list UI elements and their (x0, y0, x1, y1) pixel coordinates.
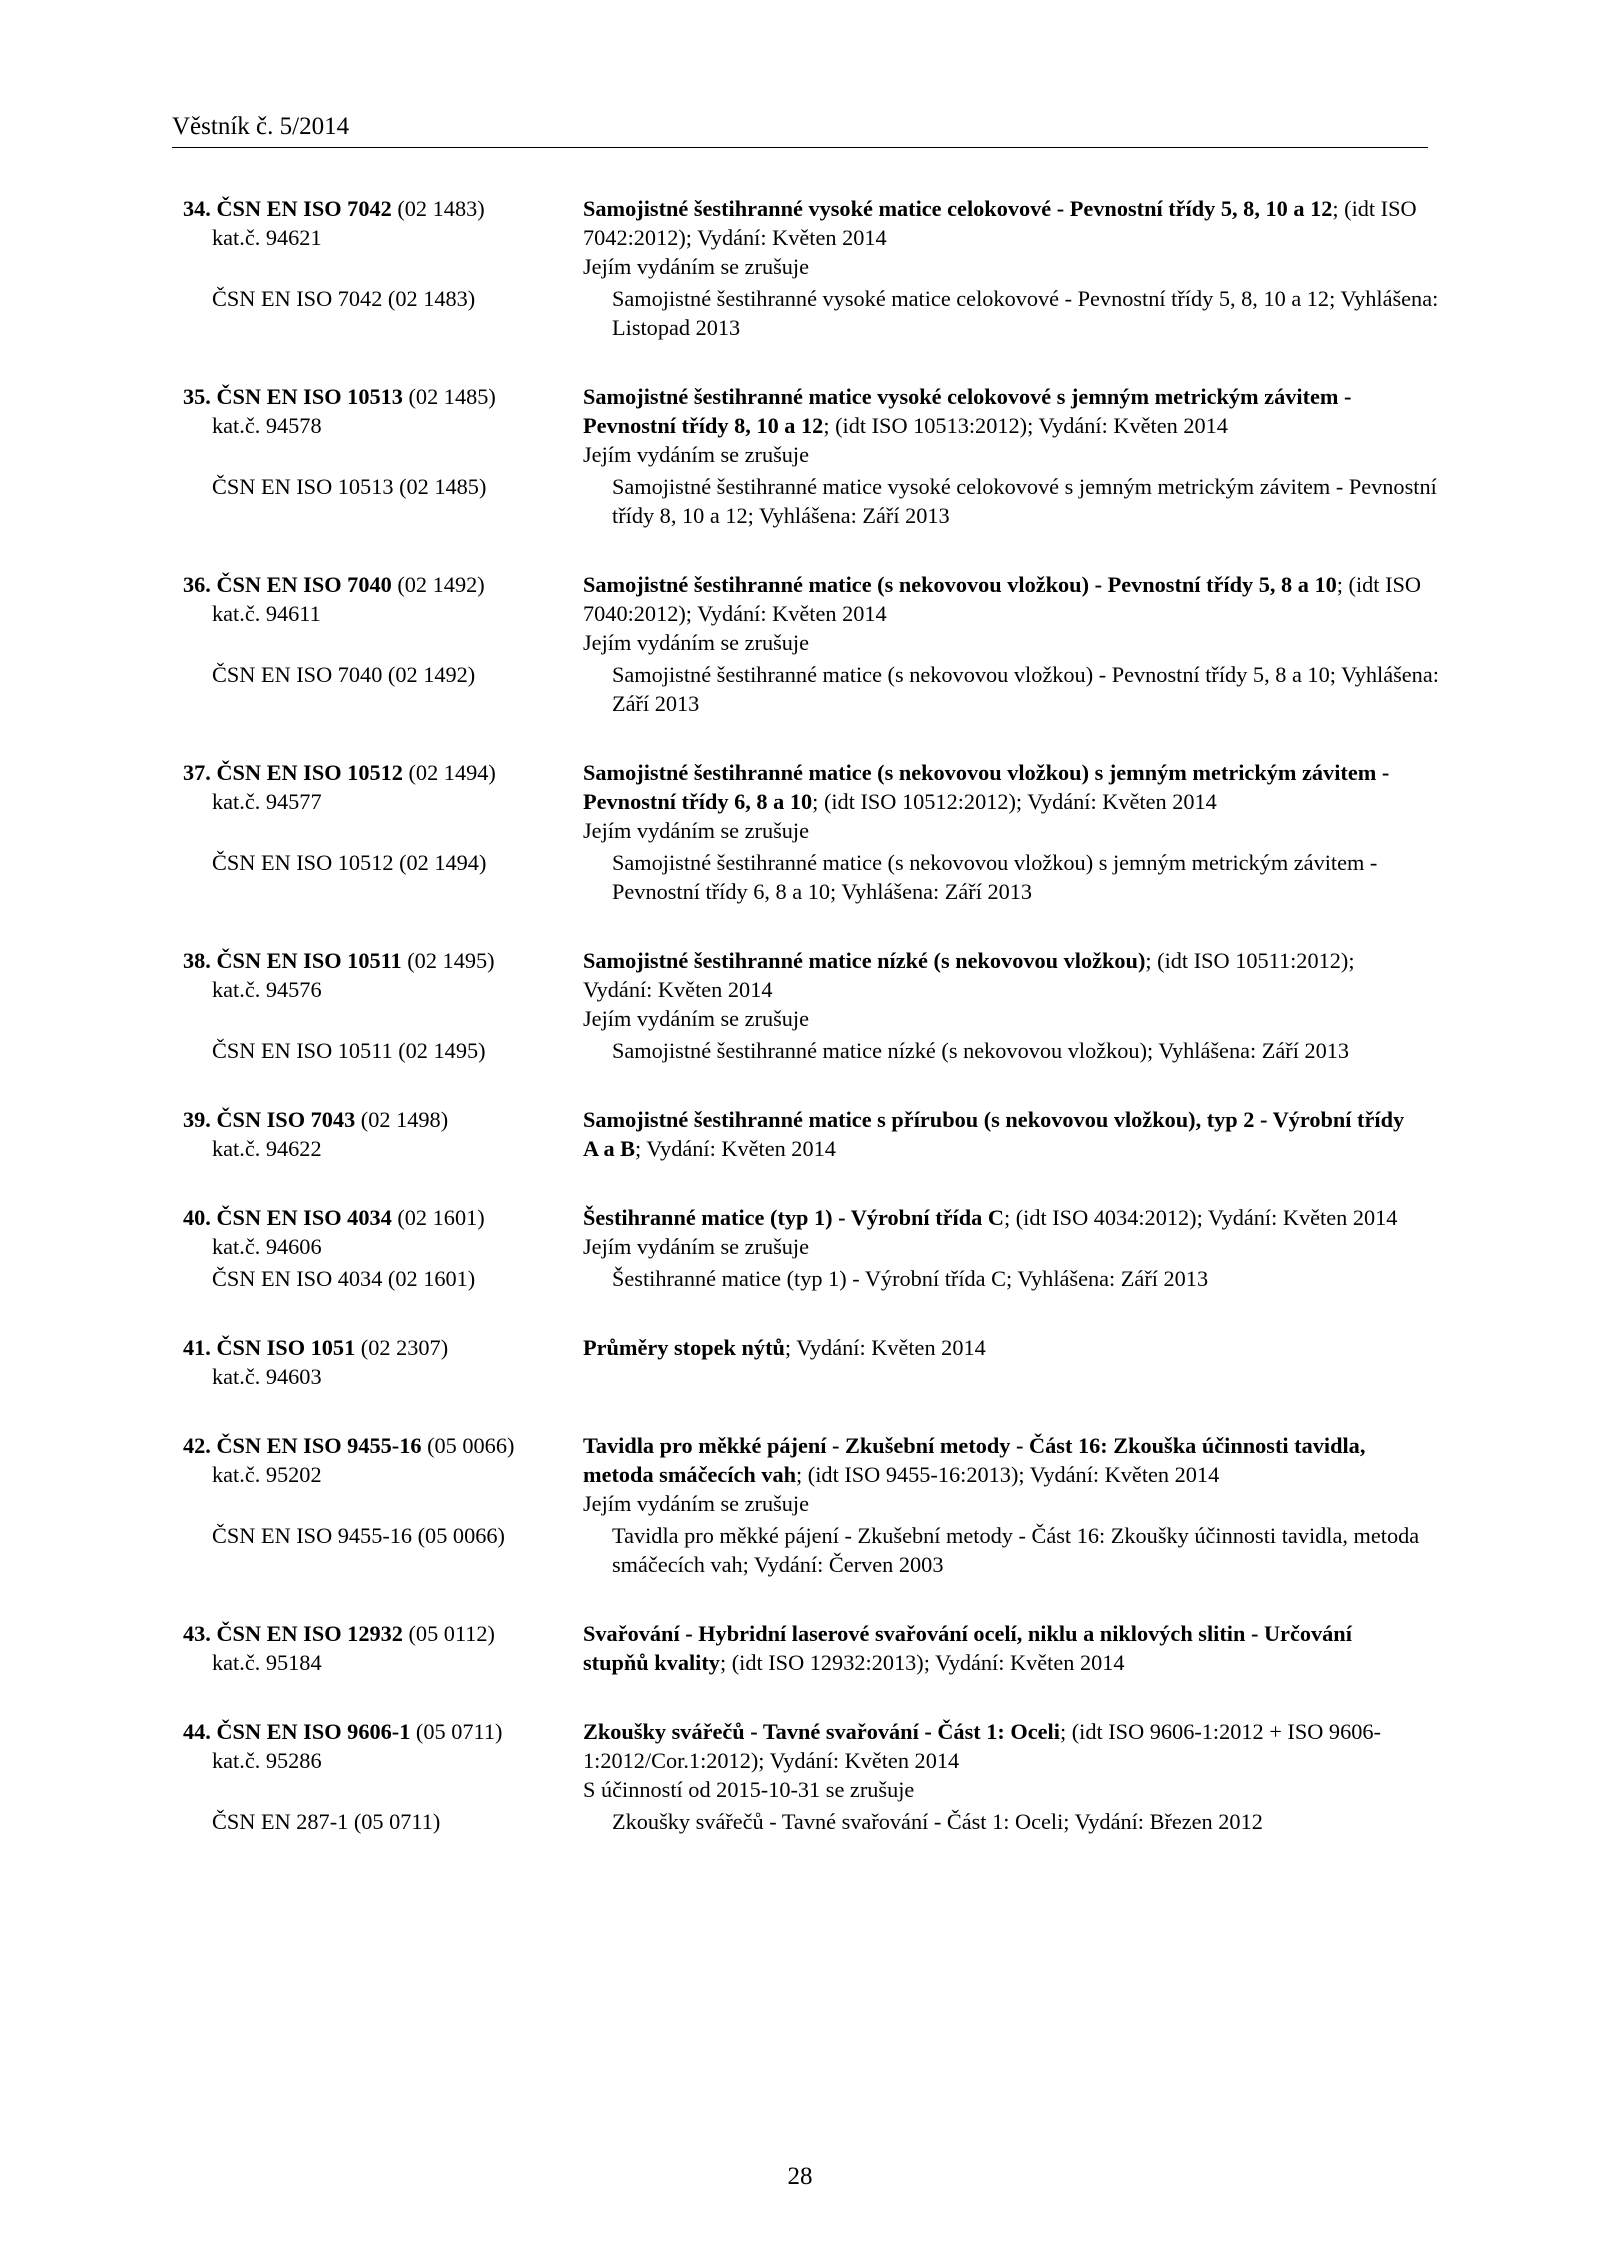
standard-identifier (183, 1105, 583, 1163)
catalog-number: kat.č. 94621 (212, 225, 322, 250)
standard-code: ČSN EN ISO 9606-1 (216, 1719, 411, 1744)
standard-title: Tavidla pro měkké pájení - Zkušební metody - Část 16: Zkouška účinnosti tavidla, metoda smáčecích vah (583, 1433, 1366, 1487)
replaced-standard-code: ČSN EN ISO 4034 (02 1601) (212, 1266, 476, 1291)
classification-code: (02 1601) (391, 1205, 485, 1230)
standard-title-line (583, 1333, 1423, 1362)
standard-description (583, 570, 1423, 657)
standard-title-line (583, 946, 1423, 1004)
standard-details: ; (idt ISO 4034:2012); Vydání: Květen 2014 (1003, 1205, 1398, 1230)
standard-entry (183, 758, 1433, 906)
standard-details: ; (idt ISO 9606-1:2012 + ISO 9606-1:2012/Cor.1:2012); Vydání: Květen 2014 (583, 1719, 1381, 1773)
replaced-standard-row (183, 284, 1439, 342)
replaced-standard-text: Zkoušky svářečů - Tavné svařování - Část 1: Oceli; Vydání: Březen 2012 (612, 1809, 1263, 1834)
standard-title-line (583, 758, 1423, 816)
standard-title: Samojistné šestihranné vysoké matice celokovové - Pevnostní třídy 5, 8, 10 a 12 (583, 196, 1333, 221)
standard-details: ; (idt ISO 9455-16:2013); Vydání: Květen 2014 (796, 1462, 1220, 1487)
standard-id-line (183, 1717, 583, 1746)
page-number: 28 (787, 2163, 813, 2190)
standard-code: ČSN EN ISO 4034 (216, 1205, 392, 1230)
withdrawal-note: Jejím vydáním se zrušuje (583, 442, 810, 467)
catalog-number: kat.č. 94576 (212, 977, 322, 1002)
classification-code: (02 1494) (402, 760, 496, 785)
standard-title: Svařování - Hybridní laserové svařování ocelí, niklu a niklových slitin - Určování stupňů kvality (583, 1621, 1352, 1675)
classification-code: (02 2307) (355, 1335, 449, 1360)
standard-entry (183, 382, 1437, 530)
entry-number: 35. (183, 384, 211, 409)
standard-title-line (583, 1619, 1423, 1677)
entry-number: 39. (183, 1107, 211, 1132)
standard-description (583, 1431, 1423, 1518)
replaced-standard-text: Samojistné šestihranné matice nízké (s nekovovou vložkou); Vyhlášena: Září 2013 (612, 1038, 1350, 1063)
standard-id-line (183, 1619, 583, 1648)
standard-description (583, 382, 1423, 469)
standard-id-line (183, 570, 583, 599)
standard-title-line (583, 1105, 1423, 1163)
withdrawal-note: Jejím vydáním se zrušuje (583, 254, 810, 279)
entry-number: 42. (183, 1433, 211, 1458)
standard-id-line (183, 1203, 583, 1232)
replaced-standard-row (183, 848, 1433, 906)
replaced-standard-text: Samojistné šestihranné matice vysoké celokovové s jemným metrickým závitem - Pevnostní třídy 8, 10 a 12; Vyhlášena: Září 2013 (612, 474, 1437, 528)
standard-identifier (183, 1203, 583, 1261)
replaced-standard-row (183, 472, 1437, 530)
standard-entry (183, 1431, 1433, 1579)
standard-id-line (183, 946, 583, 975)
standard-details: ; (idt ISO 10511:2012); Vydání: Květen 2014 (583, 948, 1355, 1002)
entry-number: 43. (183, 1621, 211, 1646)
classification-code: (02 1492) (391, 572, 485, 597)
standard-code: ČSN EN ISO 10511 (216, 948, 402, 973)
standard-title: Šestihranné matice (typ 1) - Výrobní třída C (583, 1205, 1004, 1230)
standard-identifier (183, 1619, 583, 1677)
standard-title: Samojistné šestihranné matice nízké (s nekovovou vložkou) (583, 948, 1146, 973)
catalog-number: kat.č. 95202 (212, 1462, 322, 1487)
replaced-standard-row (183, 660, 1439, 718)
catalog-number: kat.č. 94577 (212, 789, 322, 814)
replaced-standard-text: Tavidla pro měkké pájení - Zkušební metody - Část 16: Zkoušky účinnosti tavidla, metoda smáčecích vah; Vydání: Červen 2003 (612, 1523, 1420, 1577)
standard-id-line (183, 382, 583, 411)
page-header (172, 107, 1428, 148)
standard-row (183, 946, 1433, 1033)
standard-identifier (183, 1431, 583, 1518)
standards-list (183, 194, 1439, 1876)
standard-entry (183, 1717, 1433, 1836)
catalog-number: kat.č. 94603 (212, 1364, 322, 1389)
replaced-standard-code: ČSN EN ISO 10513 (02 1485) (212, 474, 487, 499)
replaced-standard-text: Šestihranné matice (typ 1) - Výrobní třída C; Vyhlášena: Září 2013 (612, 1266, 1209, 1291)
classification-code: (05 0112) (402, 1621, 495, 1646)
replaced-standard-code: ČSN EN ISO 9455-16 (05 0066) (212, 1523, 505, 1548)
standard-entry (183, 194, 1439, 342)
standard-row (183, 1717, 1433, 1804)
entry-number: 41. (183, 1335, 211, 1360)
classification-code: (02 1485) (402, 384, 496, 409)
standard-identifier (183, 570, 583, 657)
standard-row (183, 758, 1433, 845)
withdrawal-note: S účinností od 2015-10-31 se zrušuje (583, 1777, 915, 1802)
entry-number: 36. (183, 572, 211, 597)
standard-description (583, 946, 1423, 1033)
standard-title-line (583, 1203, 1423, 1232)
standard-row (183, 1619, 1433, 1677)
replaced-standard-text: Samojistné šestihranné matice (s nekovovou vložkou) - Pevnostní třídy 5, 8 a 10; Vyhlášena: Září 2013 (612, 662, 1439, 716)
catalog-number: kat.č. 94611 (212, 601, 321, 626)
catalog-number: kat.č. 94606 (212, 1234, 322, 1259)
standard-title: Zkoušky svářečů - Tavné svařování - Část 1: Oceli (583, 1719, 1060, 1744)
standard-identifier (183, 946, 583, 1033)
standard-description (583, 194, 1423, 281)
standard-row (183, 194, 1433, 281)
standard-details: ; (idt ISO 10512:2012); Vydání: Květen 2014 (812, 789, 1217, 814)
catalog-number: kat.č. 95286 (212, 1748, 322, 1773)
catalog-number: kat.č. 95184 (212, 1650, 322, 1675)
standard-code: ČSN EN ISO 7040 (216, 572, 392, 597)
replaced-standard-row (183, 1264, 1433, 1293)
classification-code: (02 1483) (391, 196, 485, 221)
withdrawal-note: Jejím vydáním se zrušuje (583, 1491, 810, 1516)
standard-title: Samojistné šestihranné matice vysoké celokovové s jemným metrickým závitem - Pevnostní třídy 8, 10 a 12 (583, 384, 1352, 438)
standard-description (583, 1717, 1423, 1804)
replaced-standard-row (183, 1807, 1433, 1836)
withdrawal-note: Jejím vydáním se zrušuje (583, 818, 810, 843)
standard-entry (183, 1619, 1433, 1677)
classification-code: (05 0066) (421, 1433, 515, 1458)
standard-description (583, 1333, 1423, 1391)
standard-title-line (583, 194, 1423, 252)
standard-entry (183, 1105, 1433, 1163)
classification-code: (02 1495) (401, 948, 495, 973)
catalog-number: kat.č. 94578 (212, 413, 322, 438)
standard-details: ; (idt ISO 7042:2012); Vydání: Květen 2014 (583, 196, 1417, 250)
classification-code: (02 1498) (355, 1107, 449, 1132)
standard-code: ČSN ISO 1051 (216, 1335, 356, 1360)
standard-title: Průměry stopek nýtů (583, 1335, 785, 1360)
standard-identifier (183, 1333, 583, 1391)
standard-id-line (183, 194, 583, 223)
withdrawal-note: Jejím vydáním se zrušuje (583, 630, 810, 655)
entry-number: 37. (183, 760, 211, 785)
standard-identifier (183, 758, 583, 845)
withdrawal-note: Jejím vydáním se zrušuje (583, 1234, 810, 1259)
replaced-standard-code: ČSN EN ISO 7040 (02 1492) (212, 662, 476, 687)
standard-identifier (183, 1717, 583, 1804)
standard-entry (183, 570, 1439, 718)
entry-number: 44. (183, 1719, 211, 1744)
standard-details: ; Vydání: Květen 2014 (635, 1136, 836, 1161)
entry-number: 40. (183, 1205, 211, 1230)
entry-number: 38. (183, 948, 211, 973)
standard-entry (183, 1333, 1433, 1391)
standard-entry (183, 946, 1433, 1065)
standard-id-line (183, 1333, 583, 1362)
standard-row (183, 1333, 1433, 1391)
standard-title: Samojistné šestihranné matice s přírubou (s nekovovou vložkou), typ 2 - Výrobní třídy A a B (583, 1107, 1405, 1161)
standard-code: ČSN EN ISO 10513 (216, 384, 403, 409)
standard-title: Samojistné šestihranné matice (s nekovovou vložkou) - Pevnostní třídy 5, 8 a 10 (583, 572, 1337, 597)
standard-title-line (583, 382, 1423, 440)
standard-details: ; (idt ISO 12932:2013); Vydání: Květen 2014 (719, 1650, 1125, 1675)
standard-details: ; (idt ISO 7040:2012); Vydání: Květen 2014 (583, 572, 1421, 626)
entry-number: 34. (183, 196, 211, 221)
standard-details: ; Vydání: Květen 2014 (784, 1335, 986, 1360)
standard-code: ČSN EN ISO 12932 (216, 1621, 403, 1646)
journal-title: Věstník č. 5/2014 (172, 113, 350, 140)
standard-title-line (583, 1431, 1423, 1489)
standard-id-line (183, 1431, 583, 1460)
replaced-standard-text: Samojistné šestihranné matice (s nekovovou vložkou) s jemným metrickým závitem - Pevnostní třídy 6, 8 a 10; Vyhlášena: Září 2013 (612, 850, 1378, 904)
replaced-standard-code: ČSN EN ISO 10512 (02 1494) (212, 850, 487, 875)
standard-identifier (183, 194, 583, 281)
standard-id-line (183, 758, 583, 787)
standard-code: ČSN EN ISO 7042 (216, 196, 392, 221)
standard-row (183, 382, 1433, 469)
classification-code: (05 0711) (410, 1719, 503, 1744)
standard-code: ČSN EN ISO 9455-16 (216, 1433, 422, 1458)
standard-entry (183, 1203, 1433, 1293)
replaced-standard-code: ČSN EN ISO 10511 (02 1495) (212, 1038, 486, 1063)
standard-row (183, 570, 1433, 657)
standard-description (583, 1105, 1423, 1163)
standard-id-line (183, 1105, 583, 1134)
standard-title: Samojistné šestihranné matice (s nekovovou vložkou) s jemným metrickým závitem - Pevnostní třídy 6, 8 a 10 (583, 760, 1390, 814)
standard-identifier (183, 382, 583, 469)
replaced-standard-code: ČSN EN 287-1 (05 0711) (212, 1809, 441, 1834)
replaced-standard-row (183, 1521, 1433, 1579)
standard-description (583, 1203, 1423, 1261)
catalog-number: kat.č. 94622 (212, 1136, 322, 1161)
standard-row (183, 1105, 1433, 1163)
standard-row (183, 1203, 1433, 1261)
standard-title-line (583, 570, 1423, 628)
replaced-standard-code: ČSN EN ISO 7042 (02 1483) (212, 286, 476, 311)
standard-description (583, 758, 1423, 845)
replaced-standard-text: Samojistné šestihranné vysoké matice celokovové - Pevnostní třídy 5, 8, 10 a 12; Vyhlášena: Listopad 2013 (612, 286, 1439, 340)
standard-row (183, 1431, 1433, 1518)
standard-title-line (583, 1717, 1423, 1775)
withdrawal-note: Jejím vydáním se zrušuje (583, 1006, 810, 1031)
standard-code: ČSN EN ISO 10512 (216, 760, 403, 785)
standard-code: ČSN ISO 7043 (216, 1107, 356, 1132)
standard-details: ; (idt ISO 10513:2012); Vydání: Květen 2014 (823, 413, 1228, 438)
replaced-standard-row (183, 1036, 1433, 1065)
standard-description (583, 1619, 1423, 1677)
